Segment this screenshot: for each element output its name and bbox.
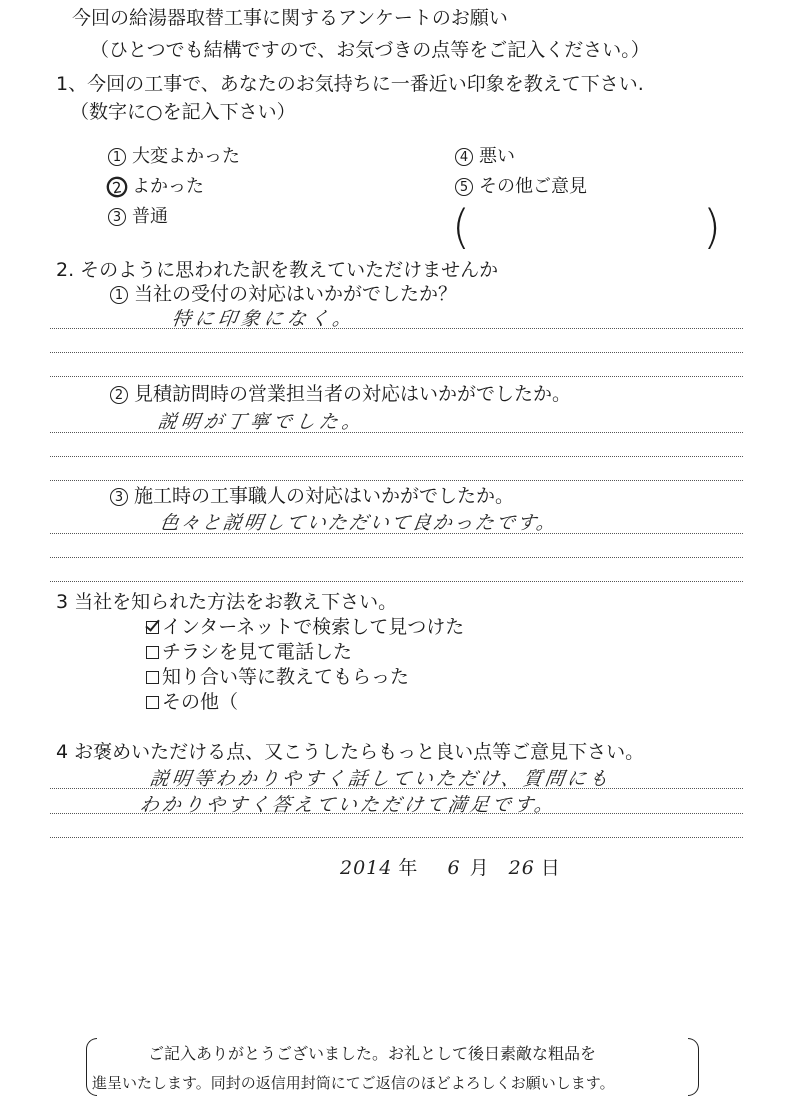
checkbox[interactable] <box>146 696 159 709</box>
checkbox[interactable] <box>146 671 159 684</box>
q1-question: 1、今回の工事で、あなたのお気持ちに一番近い印象を教えて下さい. <box>56 73 644 95</box>
q1-option-1[interactable] <box>108 145 240 169</box>
opinion-paren-close: ) <box>703 200 721 254</box>
sub-number-2: 2 <box>110 386 128 404</box>
answer-line <box>50 432 743 433</box>
opinion-paren-open: ( <box>452 200 470 254</box>
survey-title: 今回の給湯器取替工事に関するアンケートのお願い <box>72 7 508 29</box>
sub-number-3: 3 <box>110 488 128 506</box>
option-label: 大変よかった <box>132 146 240 167</box>
date-year: 2014 <box>340 857 393 879</box>
date-month: 6 <box>447 857 464 879</box>
answer-line <box>50 480 743 481</box>
answer-line <box>50 328 743 329</box>
option-label: 知り合い等に教えてもらった <box>162 666 410 688</box>
q3-question: 3 当社を知られた方法をお教え下さい。 <box>56 591 398 613</box>
option-label: 普通 <box>132 206 168 227</box>
option-label: よかった <box>132 176 204 197</box>
sub-label: 見積訪問時の営業担当者の対応はいかがでしたか。 <box>134 383 572 405</box>
option-label: 悪い <box>479 146 515 167</box>
q2-sub-3 <box>110 484 514 508</box>
q1-instruction: （数字に○を記入下さい） <box>70 101 296 123</box>
q2-sub-1 <box>110 282 457 306</box>
answer-line <box>50 788 743 789</box>
option-number-5: 5 <box>455 178 473 196</box>
footer-line-2: 進呈いたします。同封の返信用封筒にてご返信のほどよろしくお願いします。 <box>92 1074 615 1092</box>
q2-sub-2 <box>110 382 571 406</box>
option-label: その他ご意見 <box>479 176 587 197</box>
date-day: 26 <box>508 857 535 879</box>
option-label: チラシを見て電話した <box>162 641 353 663</box>
answer-line <box>50 456 743 457</box>
date <box>340 856 560 880</box>
survey-subtitle: （ひとつでも結構ですので、お気づきの点等をご記入ください。） <box>90 39 650 61</box>
checkbox-checked[interactable] <box>146 621 159 634</box>
option-number-4: 4 <box>455 148 473 166</box>
option-label: インターネットで検索して見つけた <box>162 616 465 638</box>
sub-label: 施工時の工事職人の対応はいかがでしたか。 <box>134 485 515 507</box>
q4-answer-line-1: 説明等わかりやすく話していただけ、質問にも <box>148 768 613 790</box>
checkbox[interactable] <box>146 646 159 659</box>
footer-bracket-right <box>688 1038 699 1096</box>
option-number-1: 1 <box>108 148 126 166</box>
answer-line <box>50 352 743 353</box>
q1-option-3[interactable] <box>108 205 168 229</box>
answer-line <box>50 376 743 377</box>
q3-option-acquaintance[interactable] <box>146 665 409 689</box>
q3-option-other[interactable] <box>146 690 238 714</box>
q2-answer-3: 色々と説明していただいて良かったです。 <box>158 512 559 534</box>
sub-label: 当社の受付の対応はいかがでしたか？ <box>134 283 458 305</box>
answer-line <box>50 557 743 558</box>
option-number-2-circled: 2 <box>105 175 128 198</box>
date-day-unit: 日 <box>540 857 560 879</box>
q3-option-flyer[interactable] <box>146 640 352 664</box>
answer-line <box>50 837 743 838</box>
q4-answer-line-2: わかりやすく答えていただけて満足です。 <box>138 794 558 816</box>
q1-option-5[interactable] <box>455 175 587 199</box>
sub-number-1: 1 <box>110 286 128 304</box>
option-number-3: 3 <box>108 208 126 226</box>
date-year-unit: 年 <box>398 857 418 879</box>
answer-line <box>50 581 743 582</box>
q1-option-4[interactable] <box>455 145 515 169</box>
q1-option-2[interactable] <box>108 175 204 199</box>
footer-line-1: ご記入ありがとうございました。お礼として後日素敵な粗品を <box>148 1044 597 1063</box>
q2-answer-2: 説明が丁寧でした。 <box>156 411 367 433</box>
option-label: その他（ <box>162 691 239 713</box>
q2-question: 2. そのように思われた訳を教えていただけませんか <box>56 259 499 281</box>
answer-line <box>50 533 743 534</box>
answer-line <box>50 813 743 814</box>
date-month-unit: 月 <box>469 857 489 879</box>
q2-answer-1: 特に印象になく。 <box>170 308 357 330</box>
q4-question: 4 お褒めいただける点、又こうしたらもっと良い点等ご意見下さい。 <box>56 741 645 763</box>
q3-option-internet[interactable] <box>146 615 464 639</box>
